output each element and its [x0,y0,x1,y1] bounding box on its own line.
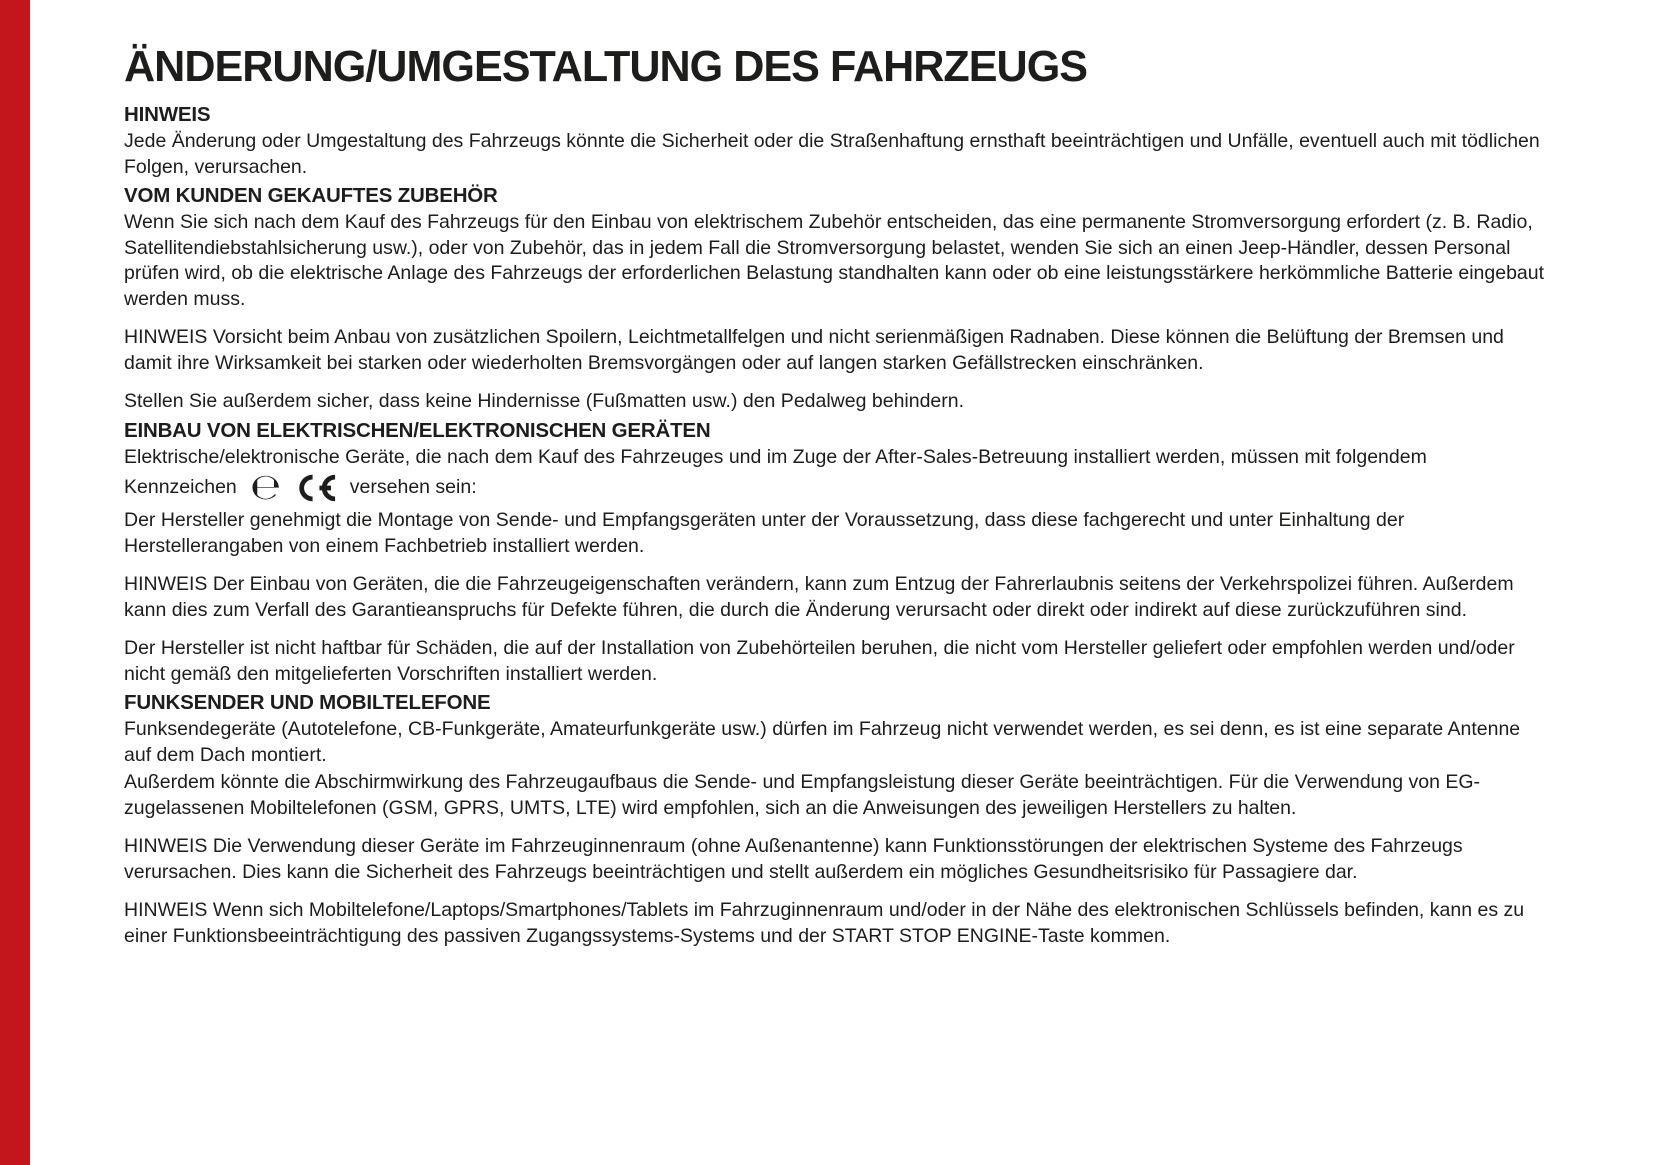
paragraph: Der Hersteller ist nicht haftbar für Schäden, die auf der Installation von Zubehörteilen beruhen, die nicht vom Hersteller geliefert oder empfohlen werden und/oder nicht gemäß den mitgelieferten Vorschriften installiert werden. [124,637,1515,685]
section-vom-kunden-gekauftes-zubehoer [124,183,1544,415]
section-heading: FUNKSENDER UND MOBILTELEFONE [124,691,491,714]
ece-approval-mark-icon: ℮ [250,467,281,508]
paragraph-text: Elektrische/elektronische Geräte, die nach dem Kauf des Fahrzeuges und im Zuge der After-Sales-Betreuung installiert werden, müssen mit folgendem Kennzeichen [124,445,1427,499]
page-content [124,44,1544,951]
paragraph-text: versehen sein: [349,476,477,499]
page-title: ÄNDERUNG/UMGESTALTUNG DES FAHRZEUGS [124,42,1088,91]
section-einbau-elektrische-geraete [124,418,1544,688]
section-heading: VOM KUNDEN GEKAUFTES ZUBEHÖR [124,184,498,207]
paragraph: Funksendegeräte (Autotelefone, CB-Funkgeräte, Amateurfunkgeräte usw.) dürfen im Fahrzeug nicht verwendet werden, es sei denn, es ist eine separate Antenne auf dem Dach montiert. [124,718,1521,766]
paragraph-hinweis-note: HINWEIS Wenn sich Mobiltelefone/Laptops/Smartphones/Tablets im Fahrzuginnenraum und/oder in der Nähe des elektronischen Schlüssels befinden, kann es zu einer Funktionsbeeinträchtigung des passiven Zugangssystems-Systems und der START STOP ENGINE-Taste kommen. [124,899,1525,947]
ce-mark-icon [294,473,338,503]
paragraph: Stellen Sie außerdem sicher, dass keine Hindernisse (Fußmatten usw.) den Pedalweg behindern. [124,390,965,412]
paragraph-hinweis-note: HINWEIS Vorsicht beim Anbau von zusätzlichen Spoilern, Leichtmetallfelgen und nicht serienmäßigen Radnaben. Diese können die Belüftung der Bremsen und damit ihre Wirksamkeit bei starken oder wiederholten Bremsvorgängen oder auf langen starken Gefällstrecken einschränken. [124,326,1504,374]
paragraph: Wenn Sie sich nach dem Kauf des Fahrzeugs für den Einbau von elektrischem Zubehör entscheiden, das eine permanente Stromversorgung erfordert (z. B. Radio, Satellitendiebstahlsicherung usw.), oder von Zubehör, das in jedem Fall die Stromversorgung belastet, wenden Sie sich an einen Jeep-Händler, dessen Personal prüfen wird, ob die elektrische Anlage des Fahrzeugs der erforderlichen Belastung standhalten kann oder ob eine leistungsstärkere herkömmliche Batterie eingebaut werden muss. [124,211,1545,310]
paragraph: Der Hersteller genehmigt die Montage von Sende- und Empfangsgeräten unter der Voraussetzung, dass diese fachgerecht und unter Einhaltung der Herstellerangaben von einem Fachbetrieb installiert werden. [124,509,1405,557]
section-heading: HINWEIS [124,103,211,126]
section-heading: EINBAU VON ELEKTRISCHEN/ELEKTRONISCHEN GERÄTEN [124,418,711,442]
section-hinweis [124,102,1544,180]
paragraph-hinweis-note: HINWEIS Die Verwendung dieser Geräte im Fahrzeuginnenraum (ohne Außenantenne) kann Funktionsstörungen der elektrischen Systeme des Fahrzeugs verursachen. Dies kann die Sicherheit des Fahrzeugs beeinträchtigen und stellt außerdem ein mögliches Gesundheitsrisiko für Passagiere dar. [124,835,1463,883]
paragraph-hinweis-note: HINWEIS Der Einbau von Geräten, die die Fahrzeugeigenschaften verändern, kann zum Entzug der Fahrerlaubnis seitens der Verkehrspolizei führen. Außerdem kann dies zum Verfall des Garantieanspruchs für Defekte führen, die durch die Änderung verursacht oder direkt oder indirekt auf diese zurückzuführen sind. [124,573,1514,621]
paragraph: Außerdem könnte die Abschirmwirkung des Fahrzeugaufbaus die Sende- und Empfangsleistung dieser Geräte beeinträchtigen. Für die Verwendung von EG-zugelassenen Mobiltelefonen (GSM, GPRS, UMTS, LTE) wird empfohlen, sich an die Anweisungen des jeweiligen Herstellers zu halten. [124,771,1481,819]
paragraph-with-approval-marks [124,445,1544,507]
paragraph: Jede Änderung oder Umgestaltung des Fahrzeugs könnte die Sicherheit oder die Straßenhaftung ernsthaft beeinträchtigen und Unfälle, eventuell auch mit tödlichen Folgen, verursachen. [124,130,1540,178]
page-edge-accent-bar [0,0,30,1165]
section-funksender-und-mobiltelefone [124,690,1544,949]
